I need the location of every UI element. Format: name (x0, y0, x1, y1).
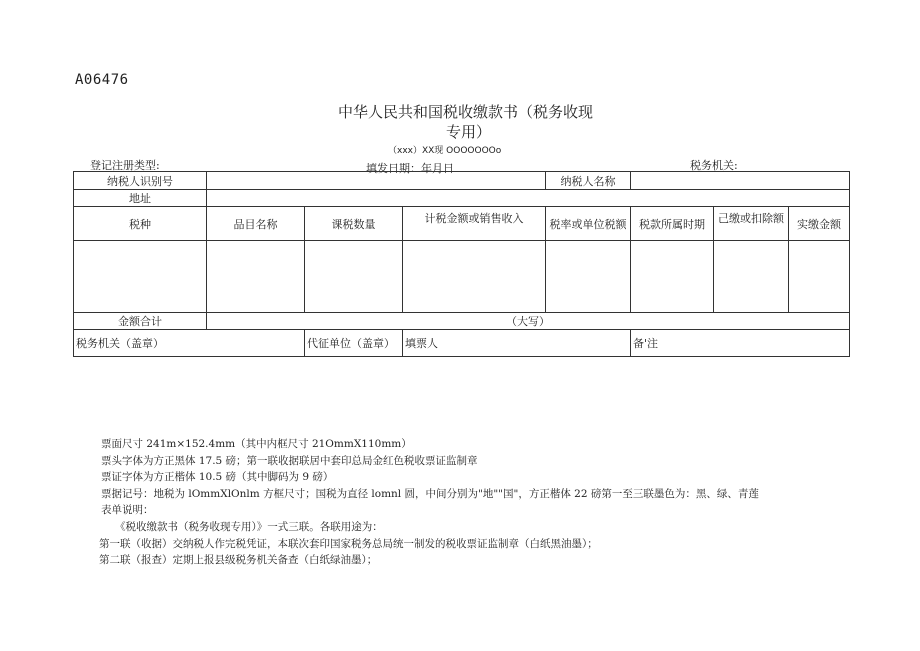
tax-office-seal-cell: 税务机关（盖章） (74, 330, 305, 357)
note-body-font: 票证字体为方正楷体 10.5 磅（其中脚码为 9 磅） (101, 471, 334, 484)
taxpayer-id-field[interactable] (207, 172, 546, 190)
address-label: 地址 (74, 190, 207, 207)
tax-period-cell[interactable] (631, 241, 714, 313)
fill-date-label: 填发日期：年月日 (366, 162, 454, 175)
capital-amount-field[interactable]: （大写） (207, 313, 850, 330)
col-taxable-amount: 计税金额或销售收入 (403, 207, 546, 241)
taxpayer-id-label: 纳税人识别号 (74, 172, 207, 190)
taxpayer-name-label: 纳税人名称 (546, 172, 631, 190)
quantity-cell[interactable] (305, 241, 403, 313)
col-tax-period: 税款所属时期 (631, 207, 714, 241)
total-row (74, 313, 850, 330)
agent-seal-cell: 代征单位（盖章） (305, 330, 403, 357)
form-notes (101, 436, 759, 569)
col-actual-amount: 实缴金额 (789, 207, 850, 241)
note-copies: 《税收缴款书（税务收现专用）》一式三联。各联用途为： (115, 520, 383, 533)
tax-rate-cell[interactable] (546, 241, 631, 313)
col-tax-type: 税种 (74, 207, 207, 241)
form-title-continued: 专用） (446, 123, 492, 141)
note-marks: 票据记号：地税为 lOmmXlOnlm 方框尺寸；国税为直径 lomnl 圆，中间分别为"地""国"，方正楷体 22 磅第一至三联墨色为：黑、绿、青莲 (101, 487, 759, 500)
note-copy-one: 第一联（收据）交纳税人作完税凭证，本联次套印国家税务总局统一制发的税收票证监制章（白纸黑油墨）； (99, 537, 598, 550)
taxable-amount-cell[interactable] (403, 241, 546, 313)
col-paid-deducted: 己缴或扣除额 (714, 207, 789, 241)
filler-cell: 填票人 (403, 330, 631, 357)
tax-payment-form-table (73, 171, 850, 357)
col-quantity: 课税数量 (305, 207, 403, 241)
remarks-cell: 备'注 (631, 330, 850, 357)
note-copy-two: 第二联（报查）定期上报县级税务机关备查（白纸绿油墨）； (99, 554, 378, 567)
total-label: 金额合计 (74, 313, 207, 330)
document-code: A06476 (75, 72, 129, 88)
tax-office-label: 税务机关: (690, 159, 738, 172)
actual-amount-cell[interactable] (789, 241, 850, 313)
taxpayer-name-field[interactable] (631, 172, 850, 190)
col-item-name: 品目名称 (207, 207, 305, 241)
tax-type-cell[interactable] (74, 241, 207, 313)
item-name-cell[interactable] (207, 241, 305, 313)
paid-deducted-cell[interactable] (714, 241, 789, 313)
column-header-row (74, 207, 850, 241)
col-tax-rate: 税率或单位税额 (546, 207, 631, 241)
note-title-font: 票头字体为方正黑体 17.5 磅；第一联收据联居中套印总局金红色税收票证监制章 (101, 454, 478, 467)
form-title: 中华人民共和国税收缴款书（税务收现 (338, 103, 594, 121)
address-row (74, 190, 850, 207)
note-form-description: 表单说明： (101, 504, 154, 517)
note-size: 票面尺寸 241m×152.4mm（其中内框尺寸 21OmmX110mm） (101, 438, 412, 450)
signature-row (74, 330, 850, 357)
serial-number: （xxx）XX现 OOOOOOOo (388, 146, 502, 156)
registration-type-label: 登记注册类型: (90, 159, 160, 172)
data-entry-row (74, 241, 850, 313)
taxpayer-row (74, 172, 850, 190)
address-field[interactable] (207, 190, 850, 207)
